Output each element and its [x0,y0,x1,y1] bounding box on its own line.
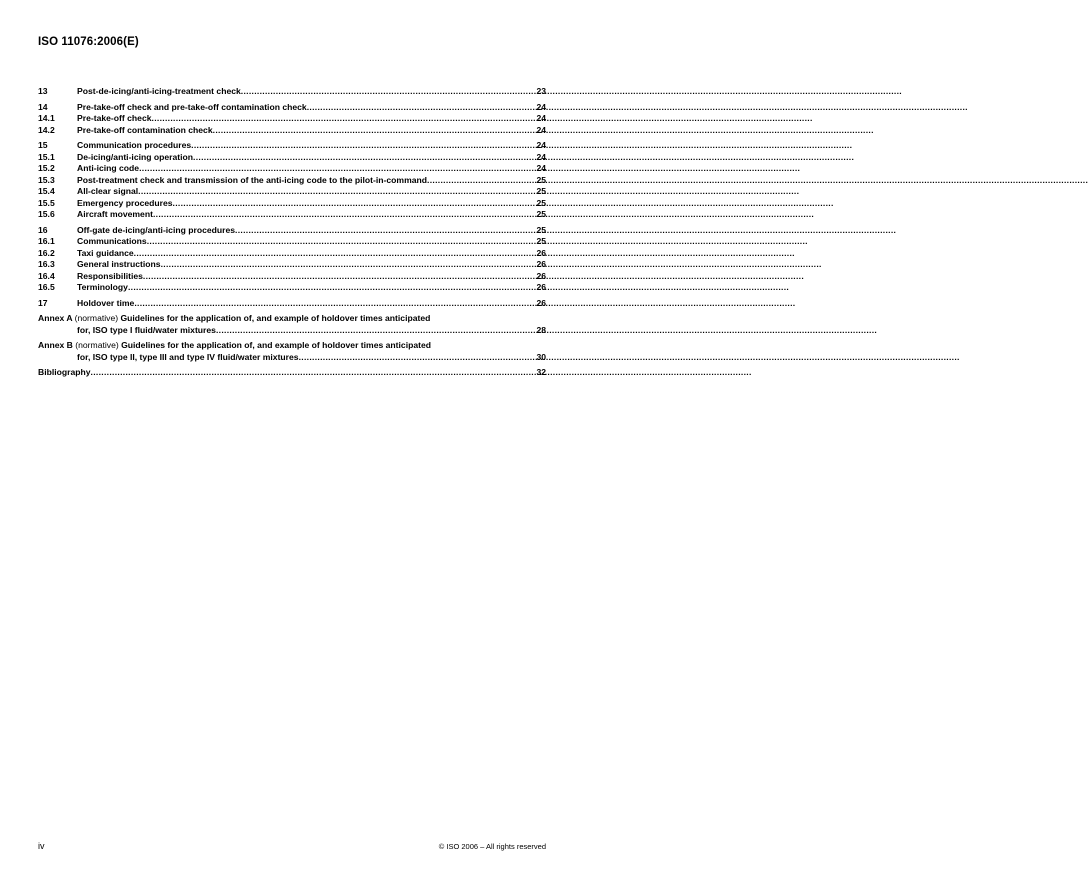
toc-section-15 [38,140,546,221]
toc-entry-page: 24 [536,113,546,123]
toc-entry-number: 15.2 [38,163,55,173]
toc-entry-page: 25 [536,236,546,246]
toc-entry[interactable] [38,125,546,137]
toc-entry-page: 25 [536,174,546,185]
toc-entry[interactable] [38,198,546,210]
toc-entry-title: Communication procedures [77,140,192,150]
toc-entry-title: Terminology [77,282,128,292]
toc-dot-leader [161,259,536,271]
toc-section-14 [38,102,546,137]
toc-section-16 [38,225,546,294]
annex-normative-tag: (normative) [74,313,119,323]
toc-section-13 [38,86,546,98]
toc-entry-title: Post-treatment check and transmission of the anti-icing code to the pilot-in-command [77,174,427,185]
toc-entry-page: 26 [536,247,546,258]
toc-annex-b[interactable] [38,340,546,363]
toc-dot-leader [307,102,536,114]
toc-dot-leader [134,248,536,260]
toc-entry-title: Bibliography [38,367,91,377]
toc-entry[interactable] [38,271,546,283]
toc-entry-page: 26 [536,282,546,292]
toc-entry-number: 16.2 [38,247,55,258]
toc-entry-page: 24 [536,163,546,173]
toc-entry[interactable] [38,298,546,310]
annex-label: Annex A [38,313,73,323]
toc-entry-number: 13 [38,86,48,96]
table-of-contents [38,86,546,383]
toc-entry[interactable] [38,102,546,114]
toc-entry-number: 16.1 [38,236,55,246]
toc-entry[interactable] [38,140,546,152]
toc-entry[interactable] [38,225,546,237]
document-header: ISO 11076:2006(E) [38,36,139,48]
toc-entry-page: 30 [536,351,546,362]
toc-entry-number: 16.3 [38,259,55,269]
toc-dot-leader [191,140,535,152]
annex-title-line2: for, ISO type I fluid/water mixtures [77,324,216,335]
toc-entry-number: 14.1 [38,113,55,123]
toc-entry-page: 26 [536,270,546,281]
toc-entry-title: Responsibilities [77,270,143,281]
toc-entry[interactable] [38,209,546,221]
toc-entry-page: 32 [536,367,546,377]
toc-entry-number: 16 [38,224,48,235]
toc-dot-leader [241,86,536,98]
toc-entry-page: 25 [536,197,546,208]
toc-entry-number: 16.4 [38,270,55,281]
toc-entry-title: All-clear signal [77,186,139,196]
toc-dot-leader [147,236,536,248]
toc-annex-a[interactable] [38,313,546,336]
toc-entry-title: Holdover time [77,297,135,308]
toc-entry-number: 15.4 [38,186,55,196]
toc-section-17 [38,298,546,310]
toc-entry-number: 16.5 [38,282,55,292]
toc-entry-title: Emergency procedures [77,197,173,208]
toc-entry-page: 26 [536,297,546,308]
toc-entry-number: 14 [38,101,48,112]
toc-dot-leader [152,113,536,125]
copyright-notice: © ISO 2006 – All rights reserved [438,842,546,851]
toc-entry[interactable] [38,175,546,187]
toc-dot-leader [138,186,535,198]
annex-title-line1: Guidelines for the application of, and example of holdover times anticipated [120,313,431,323]
toc-bibliography [38,367,546,379]
toc-dot-leader [213,125,536,137]
toc-entry-page: 25 [536,186,546,196]
toc-entry-title: Off-gate de-icing/anti-icing procedures [77,224,236,235]
toc-dot-leader [216,325,535,337]
toc-entry[interactable] [38,163,546,175]
toc-dot-leader [235,225,535,237]
annex-title-line1: Guidelines for the application of, and example of holdover times anticipated [121,340,432,350]
toc-entry[interactable] [38,259,546,271]
toc-entry-title: Post-de-icing/anti-icing-treatment check [77,86,241,96]
toc-dot-leader [173,198,536,210]
toc-dot-leader [91,367,536,379]
toc-entry-title: Aircraft movement [77,209,153,219]
toc-dot-leader [134,298,535,310]
toc-entry-page: 24 [536,124,546,135]
toc-entry-title: Anti-icing code [77,163,140,173]
toc-dot-leader [139,163,535,175]
toc-entry-page: 24 [536,151,546,162]
annex-normative-tag: (normative) [75,340,119,350]
toc-entry-number: 15.6 [38,209,55,219]
annex-title-line2: for, ISO type II, type III and type IV fluid/water mixtures [77,351,299,362]
toc-entry[interactable] [38,367,546,379]
toc-entry-page: 24 [536,101,546,112]
toc-entry[interactable] [38,282,546,294]
toc-entry[interactable] [38,86,546,98]
toc-entry-number: 15.5 [38,197,55,208]
toc-dot-leader [143,271,536,283]
toc-entry[interactable] [38,236,546,248]
toc-entry-number: 15.1 [38,151,55,162]
toc-entry[interactable] [38,186,546,198]
toc-dot-leader [427,175,535,187]
toc-entry[interactable] [38,248,546,260]
toc-dot-leader [128,282,536,294]
toc-entry-page: 26 [536,259,546,269]
toc-entry-page: 25 [536,209,546,219]
annex-label: Annex B [38,340,73,350]
toc-entry-title: De-icing/anti-icing operation [77,151,194,162]
toc-entry-page: 28 [536,324,546,335]
toc-dot-leader [153,209,536,221]
page-number: iv [38,841,45,851]
toc-entry-title: Taxi guidance [77,247,134,258]
toc-entry-number: 14.2 [38,124,55,135]
toc-entry-title: General instructions [77,259,161,269]
toc-entry[interactable] [38,113,546,125]
toc-entry-title: Pre-take-off contamination check [77,124,213,135]
toc-dot-leader [299,352,536,364]
toc-entry-page: 24 [536,140,546,150]
toc-entry-title: Pre-take-off check and pre-take-off contamination check [77,101,307,112]
toc-entry-number: 15 [38,140,48,150]
toc-entry-title: Pre-take-off check [77,113,152,123]
toc-entry-title: Communications [77,236,147,246]
toc-entry-page: 23 [536,86,546,96]
toc-entry-number: 15.3 [38,174,55,185]
toc-dot-leader [193,152,535,164]
toc-entry-page: 25 [536,224,546,235]
toc-entry[interactable] [38,152,546,164]
toc-entry-number: 17 [38,297,48,308]
